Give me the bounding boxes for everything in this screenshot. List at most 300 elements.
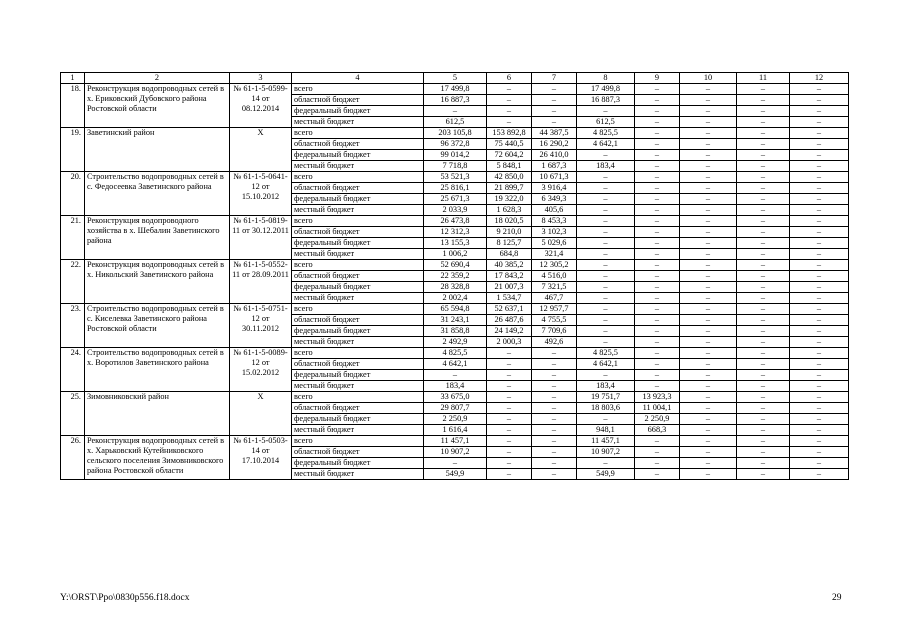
value-cell: – — [487, 117, 532, 128]
value-cell: 2 002,4 — [424, 293, 487, 304]
value-cell: – — [680, 161, 737, 172]
row-number: 25. — [61, 392, 85, 436]
value-cell: 26 487,6 — [487, 315, 532, 326]
value-cell: 4 825,5 — [577, 348, 635, 359]
object-name: Реконструкция водопроводных сетей в х. Никольский Заветинского района — [85, 260, 230, 304]
value-cell: – — [635, 227, 680, 238]
value-cell: 10 907,2 — [424, 447, 487, 458]
value-cell: – — [737, 359, 790, 370]
value-cell: 4 642,1 — [424, 359, 487, 370]
value-cell: 26 410,0 — [532, 150, 577, 161]
value-cell: – — [487, 458, 532, 469]
value-cell: – — [680, 106, 737, 117]
value-cell: 11 004,1 — [635, 403, 680, 414]
value-cell: 3 102,3 — [532, 227, 577, 238]
value-cell: – — [487, 106, 532, 117]
value-cell: 96 372,8 — [424, 139, 487, 150]
value-cell: – — [680, 370, 737, 381]
value-cell: 1 006,2 — [424, 249, 487, 260]
value-cell: – — [790, 293, 849, 304]
file-path: Y:\ORST\Ppo\0830p556.f18.docx — [60, 593, 190, 603]
value-cell: 10 671,3 — [532, 172, 577, 183]
value-cell: – — [737, 403, 790, 414]
value-cell: 5 848,1 — [487, 161, 532, 172]
value-cell: 2 250,9 — [635, 414, 680, 425]
value-cell: 17 499,8 — [577, 84, 635, 95]
column-number: 6 — [487, 73, 532, 84]
budget-source: областной бюджет — [292, 315, 424, 326]
column-number: 3 — [230, 73, 292, 84]
value-cell: – — [790, 403, 849, 414]
value-cell: 33 675,0 — [424, 392, 487, 403]
value-cell: 7 718,8 — [424, 161, 487, 172]
column-number: 11 — [737, 73, 790, 84]
value-cell: – — [532, 469, 577, 480]
value-cell: – — [532, 458, 577, 469]
value-cell: 203 105,8 — [424, 128, 487, 139]
object-name: Реконструкция водопроводных сетей в х. Харьковский Кутейниковского сельского поселения Зимовниковского района Ростовской области — [85, 436, 230, 480]
value-cell: – — [737, 447, 790, 458]
value-cell: – — [635, 304, 680, 315]
value-cell: 42 850,0 — [487, 172, 532, 183]
value-cell: – — [577, 282, 635, 293]
value-cell: – — [532, 95, 577, 106]
value-cell: – — [680, 260, 737, 271]
value-cell: – — [737, 392, 790, 403]
value-cell: 8 453,3 — [532, 216, 577, 227]
value-cell: – — [790, 337, 849, 348]
value-cell: 3 916,4 — [532, 183, 577, 194]
value-cell: – — [635, 238, 680, 249]
value-cell: – — [577, 458, 635, 469]
budget-source: областной бюджет — [292, 271, 424, 282]
value-cell: – — [680, 414, 737, 425]
budget-table — [60, 72, 849, 480]
value-cell: – — [635, 458, 680, 469]
value-cell: 52 637,1 — [487, 304, 532, 315]
value-cell: 684,8 — [487, 249, 532, 260]
object-name: Строительство водопроводных сетей в с. Киселевка Заветинского района Ростовской области — [85, 304, 230, 348]
value-cell: 4 516,0 — [532, 271, 577, 282]
value-cell: – — [680, 249, 737, 260]
value-cell: – — [680, 315, 737, 326]
value-cell: – — [532, 447, 577, 458]
value-cell: – — [577, 172, 635, 183]
value-cell: – — [790, 414, 849, 425]
value-cell: – — [737, 469, 790, 480]
value-cell: – — [635, 337, 680, 348]
value-cell: 16 290,2 — [532, 139, 577, 150]
value-cell: 4 642,1 — [577, 139, 635, 150]
value-cell: – — [737, 282, 790, 293]
value-cell: – — [532, 348, 577, 359]
budget-source: местный бюджет — [292, 337, 424, 348]
budget-source: областной бюджет — [292, 95, 424, 106]
value-cell: – — [577, 106, 635, 117]
budget-source: всего — [292, 348, 424, 359]
budget-source: федеральный бюджет — [292, 414, 424, 425]
value-cell: 31 858,8 — [424, 326, 487, 337]
value-cell: – — [635, 436, 680, 447]
value-cell: – — [532, 414, 577, 425]
row-number: 18. — [61, 84, 85, 128]
value-cell: 25 671,3 — [424, 194, 487, 205]
value-cell: – — [680, 205, 737, 216]
value-cell: 18 803,6 — [577, 403, 635, 414]
value-cell: – — [635, 95, 680, 106]
value-cell: 65 594,8 — [424, 304, 487, 315]
expertise-number: № 61-1-5-0552-11 от 28.09.2011 — [230, 260, 292, 304]
value-cell: – — [680, 436, 737, 447]
value-cell: – — [635, 315, 680, 326]
budget-source: всего — [292, 260, 424, 271]
value-cell: – — [635, 447, 680, 458]
value-cell: 467,7 — [532, 293, 577, 304]
object-name: Строительство водопроводных сетей в с. Федосеевка Заветинского района — [85, 172, 230, 216]
value-cell: – — [737, 150, 790, 161]
value-cell: – — [680, 238, 737, 249]
budget-source: федеральный бюджет — [292, 326, 424, 337]
value-cell: – — [635, 106, 680, 117]
budget-source: федеральный бюджет — [292, 150, 424, 161]
value-cell: – — [737, 348, 790, 359]
value-cell: – — [790, 194, 849, 205]
value-cell: – — [737, 304, 790, 315]
value-cell: – — [577, 249, 635, 260]
value-cell: – — [790, 370, 849, 381]
table-row — [61, 84, 849, 95]
value-cell: – — [737, 458, 790, 469]
column-number: 5 — [424, 73, 487, 84]
value-cell: – — [577, 150, 635, 161]
value-cell: – — [487, 469, 532, 480]
value-cell: – — [790, 326, 849, 337]
value-cell: – — [532, 425, 577, 436]
value-cell: – — [635, 326, 680, 337]
column-number-row — [61, 73, 849, 84]
object-name: Реконструкция водопроводного хозяйства в х. Шебалин Заветинского района — [85, 216, 230, 260]
budget-source: областной бюджет — [292, 139, 424, 150]
value-cell: – — [790, 161, 849, 172]
value-cell: – — [737, 249, 790, 260]
value-cell: – — [487, 84, 532, 95]
row-number: 23. — [61, 304, 85, 348]
value-cell: – — [790, 106, 849, 117]
value-cell: – — [680, 150, 737, 161]
value-cell: – — [680, 348, 737, 359]
value-cell: 183,4 — [577, 381, 635, 392]
value-cell: 153 892,8 — [487, 128, 532, 139]
value-cell: 16 887,3 — [424, 95, 487, 106]
value-cell: – — [790, 216, 849, 227]
value-cell: – — [532, 392, 577, 403]
value-cell: – — [532, 370, 577, 381]
value-cell: – — [532, 84, 577, 95]
value-cell: – — [680, 326, 737, 337]
value-cell: – — [577, 414, 635, 425]
value-cell: – — [737, 84, 790, 95]
expertise-number: № 61-1-5-0089-12 от 15.02.2012 — [230, 348, 292, 392]
value-cell: – — [635, 293, 680, 304]
value-cell: – — [680, 84, 737, 95]
value-cell: 99 014,2 — [424, 150, 487, 161]
value-cell: – — [635, 194, 680, 205]
column-number: 4 — [292, 73, 424, 84]
value-cell: – — [737, 381, 790, 392]
value-cell: – — [635, 172, 680, 183]
value-cell: – — [737, 205, 790, 216]
value-cell: 8 125,7 — [487, 238, 532, 249]
value-cell: – — [532, 106, 577, 117]
value-cell: 31 243,1 — [424, 315, 487, 326]
value-cell: – — [635, 216, 680, 227]
value-cell: – — [737, 161, 790, 172]
budget-source: местный бюджет — [292, 249, 424, 260]
value-cell: – — [680, 282, 737, 293]
value-cell: – — [577, 304, 635, 315]
column-number: 12 — [790, 73, 849, 84]
value-cell: – — [680, 293, 737, 304]
value-cell: 16 887,3 — [577, 95, 635, 106]
table-row — [61, 348, 849, 359]
value-cell: – — [680, 172, 737, 183]
value-cell: – — [737, 117, 790, 128]
value-cell: – — [680, 458, 737, 469]
value-cell: 183,4 — [424, 381, 487, 392]
value-cell: 28 328,8 — [424, 282, 487, 293]
value-cell: – — [680, 216, 737, 227]
value-cell: 19 751,7 — [577, 392, 635, 403]
value-cell: – — [790, 128, 849, 139]
value-cell: – — [487, 392, 532, 403]
value-cell: – — [680, 117, 737, 128]
value-cell: – — [737, 227, 790, 238]
value-cell: – — [532, 359, 577, 370]
value-cell: 4 825,5 — [424, 348, 487, 359]
column-number: 8 — [577, 73, 635, 84]
object-name: Строительство водопроводных сетей в х. Воротилов Заветинского района — [85, 348, 230, 392]
budget-source: федеральный бюджет — [292, 194, 424, 205]
value-cell: 12 957,7 — [532, 304, 577, 315]
value-cell: – — [737, 271, 790, 282]
value-cell: – — [680, 381, 737, 392]
value-cell: 72 604,2 — [487, 150, 532, 161]
value-cell: – — [737, 183, 790, 194]
value-cell: 12 312,3 — [424, 227, 487, 238]
value-cell: 5 029,6 — [532, 238, 577, 249]
table-row — [61, 172, 849, 183]
value-cell: – — [487, 403, 532, 414]
value-cell: – — [680, 403, 737, 414]
value-cell: – — [737, 216, 790, 227]
value-cell: 19 322,0 — [487, 194, 532, 205]
value-cell: 21 007,3 — [487, 282, 532, 293]
value-cell: 22 359,2 — [424, 271, 487, 282]
value-cell: – — [737, 370, 790, 381]
value-cell: – — [635, 117, 680, 128]
value-cell: – — [790, 469, 849, 480]
value-cell: – — [635, 150, 680, 161]
value-cell: – — [577, 271, 635, 282]
expertise-number: № 61-1-5-0819-11 от 30.12.2011 — [230, 216, 292, 260]
value-cell: – — [790, 348, 849, 359]
value-cell: – — [487, 348, 532, 359]
value-cell: – — [737, 293, 790, 304]
value-cell: 11 457,1 — [424, 436, 487, 447]
value-cell: – — [737, 425, 790, 436]
value-cell: – — [790, 139, 849, 150]
value-cell: – — [635, 271, 680, 282]
value-cell: 44 387,5 — [532, 128, 577, 139]
value-cell: – — [532, 117, 577, 128]
budget-source: областной бюджет — [292, 183, 424, 194]
value-cell: 612,5 — [577, 117, 635, 128]
budget-source: федеральный бюджет — [292, 106, 424, 117]
value-cell: – — [790, 260, 849, 271]
column-number: 10 — [680, 73, 737, 84]
budget-source: местный бюджет — [292, 381, 424, 392]
value-cell: – — [790, 425, 849, 436]
value-cell: – — [487, 436, 532, 447]
value-cell: 75 440,5 — [487, 139, 532, 150]
value-cell: – — [790, 183, 849, 194]
value-cell: – — [790, 95, 849, 106]
value-cell: – — [577, 260, 635, 271]
value-cell: – — [577, 205, 635, 216]
value-cell: – — [487, 381, 532, 392]
value-cell: – — [635, 348, 680, 359]
value-cell: 405,6 — [532, 205, 577, 216]
value-cell: – — [532, 403, 577, 414]
value-cell: 52 690,4 — [424, 260, 487, 271]
budget-source: местный бюджет — [292, 469, 424, 480]
value-cell: – — [487, 447, 532, 458]
value-cell: 2 000,3 — [487, 337, 532, 348]
value-cell: – — [737, 436, 790, 447]
value-cell: 7 321,5 — [532, 282, 577, 293]
value-cell: – — [635, 183, 680, 194]
value-cell: 7 709,6 — [532, 326, 577, 337]
value-cell: 17 499,8 — [424, 84, 487, 95]
budget-source: областной бюджет — [292, 403, 424, 414]
value-cell: – — [680, 95, 737, 106]
value-cell: – — [790, 392, 849, 403]
value-cell: – — [680, 304, 737, 315]
value-cell: – — [577, 370, 635, 381]
row-number: 22. — [61, 260, 85, 304]
value-cell: 18 020,5 — [487, 216, 532, 227]
value-cell: 1 628,3 — [487, 205, 532, 216]
value-cell: – — [635, 128, 680, 139]
value-cell: – — [635, 249, 680, 260]
budget-source: всего — [292, 392, 424, 403]
value-cell: – — [680, 194, 737, 205]
value-cell: – — [790, 227, 849, 238]
table-row — [61, 304, 849, 315]
value-cell: – — [487, 425, 532, 436]
value-cell: – — [790, 84, 849, 95]
value-cell: – — [790, 381, 849, 392]
value-cell: – — [790, 117, 849, 128]
value-cell: – — [737, 106, 790, 117]
budget-source: областной бюджет — [292, 227, 424, 238]
value-cell: – — [635, 260, 680, 271]
value-cell: 4 825,5 — [577, 128, 635, 139]
value-cell: – — [790, 436, 849, 447]
budget-source: всего — [292, 304, 424, 315]
value-cell: 2 250,9 — [424, 414, 487, 425]
expertise-number: № 61-1-5-0599-14 от 08.12.2014 — [230, 84, 292, 128]
value-cell: – — [577, 293, 635, 304]
value-cell: – — [635, 381, 680, 392]
value-cell: 9 210,0 — [487, 227, 532, 238]
value-cell: – — [424, 458, 487, 469]
value-cell: 10 907,2 — [577, 447, 635, 458]
budget-source: областной бюджет — [292, 359, 424, 370]
value-cell: 26 473,8 — [424, 216, 487, 227]
expertise-number: № 61-1-5-0503-14 от 17.10.2014 — [230, 436, 292, 480]
value-cell: 53 521,3 — [424, 172, 487, 183]
value-cell: – — [737, 326, 790, 337]
value-cell: – — [532, 436, 577, 447]
value-cell: – — [737, 414, 790, 425]
value-cell: – — [635, 161, 680, 172]
value-cell: 948,1 — [577, 425, 635, 436]
value-cell: – — [680, 271, 737, 282]
expertise-number: № 61-1-5-0751-12 от 30.11.2012 — [230, 304, 292, 348]
value-cell: – — [635, 359, 680, 370]
budget-source: местный бюджет — [292, 161, 424, 172]
value-cell: – — [790, 238, 849, 249]
value-cell: – — [680, 469, 737, 480]
value-cell: – — [680, 359, 737, 370]
budget-source: местный бюджет — [292, 205, 424, 216]
value-cell: – — [577, 326, 635, 337]
value-cell: 12 305,2 — [532, 260, 577, 271]
value-cell: – — [680, 183, 737, 194]
table-row — [61, 216, 849, 227]
budget-source: всего — [292, 436, 424, 447]
table-row — [61, 436, 849, 447]
value-cell: 668,3 — [635, 425, 680, 436]
value-cell: 549,9 — [424, 469, 487, 480]
value-cell: – — [577, 227, 635, 238]
row-number: 21. — [61, 216, 85, 260]
object-name: Заветинский район — [85, 128, 230, 172]
budget-source: всего — [292, 128, 424, 139]
value-cell: – — [680, 447, 737, 458]
value-cell: 183,4 — [577, 161, 635, 172]
value-cell: – — [790, 282, 849, 293]
budget-source: областной бюджет — [292, 447, 424, 458]
value-cell: 25 816,1 — [424, 183, 487, 194]
object-name: Реконструкция водопроводных сетей в х. Ериковский Дубовского района Ростовской области — [85, 84, 230, 128]
row-number: 26. — [61, 436, 85, 480]
value-cell: – — [635, 469, 680, 480]
budget-source: всего — [292, 172, 424, 183]
row-number: 19. — [61, 128, 85, 172]
value-cell: – — [737, 128, 790, 139]
budget-source: федеральный бюджет — [292, 282, 424, 293]
value-cell: – — [737, 95, 790, 106]
column-number: 7 — [532, 73, 577, 84]
budget-source: местный бюджет — [292, 293, 424, 304]
table-row — [61, 128, 849, 139]
table-row — [61, 260, 849, 271]
value-cell: – — [680, 392, 737, 403]
value-cell: – — [790, 205, 849, 216]
value-cell: 13 155,3 — [424, 238, 487, 249]
